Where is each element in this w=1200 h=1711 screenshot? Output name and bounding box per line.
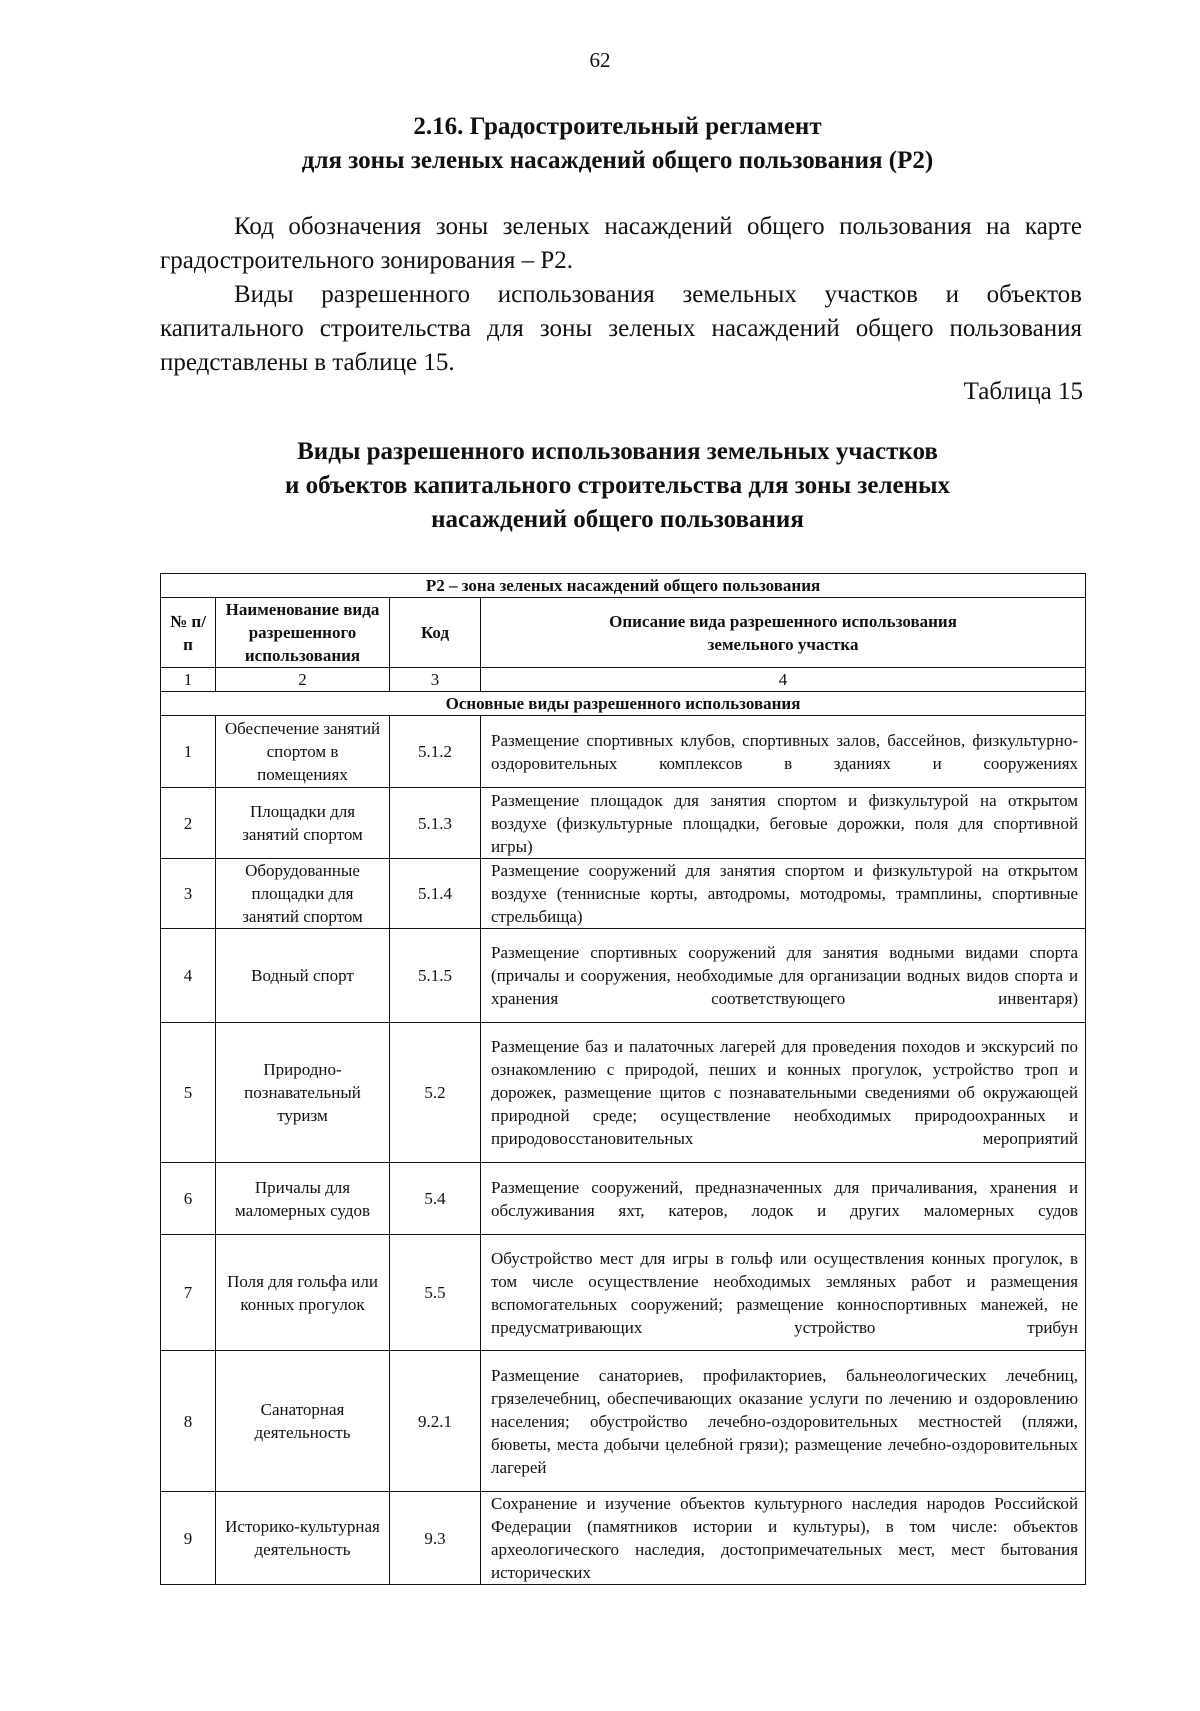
section-heading-line-2: для зоны зеленых насаждений общего пользования (Р2) [301, 147, 934, 174]
table-row [161, 929, 1086, 1023]
row-name: Санаторная деятельность [216, 1351, 390, 1492]
row-number: 7 [161, 1235, 216, 1351]
row-code: 5.2 [390, 1023, 481, 1163]
row-description: Размещение спортивных клубов, спортивных залов, бассейнов, физкультурно-оздоровительных комплексов в зданиях и сооружениях [481, 716, 1086, 788]
row-description: Размещение площадок для занятия спортом и физкультурой на открытом воздухе (физкультурные площадки, беговые дорожки, поля для спортивной игры) [481, 788, 1086, 859]
row-number: 2 [161, 788, 216, 859]
column-number-row [161, 668, 1086, 692]
column-number-1: 1 [161, 668, 216, 692]
row-description: Размещение спортивных сооружений для занятия водными видами спорта (причалы и сооружения, необходимые для организации водных видов спорта и хранения соответствующего инвентаря) [481, 929, 1086, 1023]
row-number: 3 [161, 859, 216, 929]
table-row [161, 1023, 1086, 1163]
paragraph-table-reference: Виды разрешенного использования земельных участков и объектов капитального строительства для зоны зеленых насаждений общего пользования представлены в таблице 15. [160, 281, 1082, 376]
table-row [161, 788, 1086, 859]
column-header-row [161, 598, 1086, 668]
column-number-3: 3 [390, 668, 481, 692]
row-description: Сохранение и изучение объектов культурного наследия народов Российской Федерации (памятников истории и культуры), в том числе: объектов археологического наследия, достопримечательных мест, мест бытования исторических [481, 1492, 1086, 1585]
table-title-line-2: и объектов капитального строительства для зоны зеленых [284, 472, 951, 499]
row-name: Природно-познавательный туризм [216, 1023, 390, 1163]
column-header-name: Наименование вида разрешенного использования [216, 598, 390, 668]
table-title-line-1: Виды разрешенного использования земельных участков [297, 438, 938, 465]
table-row [161, 1163, 1086, 1235]
section-header-row [161, 692, 1086, 716]
row-name: Обеспечение занятий спортом в помещениях [216, 716, 390, 788]
column-header-code: Код [390, 598, 481, 668]
row-number: 5 [161, 1023, 216, 1163]
row-name: Площадки для занятий спортом [216, 788, 390, 859]
table-title-line-3: насаждений общего пользования [431, 506, 804, 533]
row-description: Размещение санаториев, профилакториев, бальнеологических лечебниц, грязелечебниц, обеспечивающих оказание услуги по лечению и оздоровлению населения; обустройство лечебно-оздоровительных местностей (пляжи, бюветы, места добычи целебной грязи); размещение лечебно-оздоровительных лагерей [481, 1351, 1086, 1492]
table-row [161, 1235, 1086, 1351]
table-row [161, 716, 1086, 788]
row-number: 6 [161, 1163, 216, 1235]
table-row [161, 859, 1086, 929]
row-name: Историко-культурная деятельность [216, 1492, 390, 1585]
row-code: 9.2.1 [390, 1351, 481, 1492]
row-code: 9.3 [390, 1492, 481, 1585]
table-row [161, 1492, 1086, 1585]
zone-header-row [161, 574, 1086, 598]
row-code: 5.4 [390, 1163, 481, 1235]
column-number-4: 4 [481, 668, 1086, 692]
page-number: 62 [589, 48, 611, 72]
column-number-2: 2 [216, 668, 390, 692]
table-title [150, 435, 1085, 537]
row-code: 5.1.4 [390, 859, 481, 929]
table-caption: Таблица 15 [963, 378, 1083, 405]
row-code: 5.1.2 [390, 716, 481, 788]
paragraph-zone-code: Код обозначения зоны зеленых насаждений общего пользования на карте градостроительного зонирования – Р2. [160, 213, 1082, 274]
row-name: Оборудованные площадки для занятий спортом [216, 859, 390, 929]
row-number: 1 [161, 716, 216, 788]
zone-header: Р2 – зона зеленых насаждений общего пользования [161, 574, 1086, 598]
row-number: 9 [161, 1492, 216, 1585]
row-description: Размещение баз и палаточных лагерей для проведения походов и экскурсий по ознакомлению с природой, пеших и конных прогулок, устройство троп и дорожек, размещение щитов с познавательными сведениями об окружающей природной среде; осуществление необходимых природоохранных и природовосстановительных мероприятий [481, 1023, 1086, 1163]
regulation-table [160, 573, 1086, 1585]
column-header-description: Описание вида разрешенного использования земельного участка [481, 598, 1086, 668]
row-name: Поля для гольфа или конных прогулок [216, 1235, 390, 1351]
row-code: 5.5 [390, 1235, 481, 1351]
row-name: Водный спорт [216, 929, 390, 1023]
section-header: Основные виды разрешенного использования [161, 692, 1086, 716]
row-number: 8 [161, 1351, 216, 1492]
row-description: Обустройство мест для игры в гольф или осуществления конных прогулок, в том числе осуществление необходимых земляных работ и размещения вспомогательных сооружений; размещение конноспортивных манежей, не предусматривающих устройство трибун [481, 1235, 1086, 1351]
column-header-number: № п/п [161, 598, 216, 668]
row-description: Размещение сооружений для занятия спортом и физкультурой на открытом воздухе (теннисные корты, автодромы, мотодромы, трамплины, спортивные стрельбища) [481, 859, 1086, 929]
section-heading [150, 110, 1085, 178]
row-name: Причалы для маломерных судов [216, 1163, 390, 1235]
row-description: Размещение сооружений, предназначенных для причаливания, хранения и обслуживания яхт, катеров, лодок и других маломерных судов [481, 1163, 1086, 1235]
row-code: 5.1.3 [390, 788, 481, 859]
row-number: 4 [161, 929, 216, 1023]
section-heading-line-1: 2.16. Градостроительный регламент [413, 113, 822, 140]
table-row [161, 1351, 1086, 1492]
row-code: 5.1.5 [390, 929, 481, 1023]
